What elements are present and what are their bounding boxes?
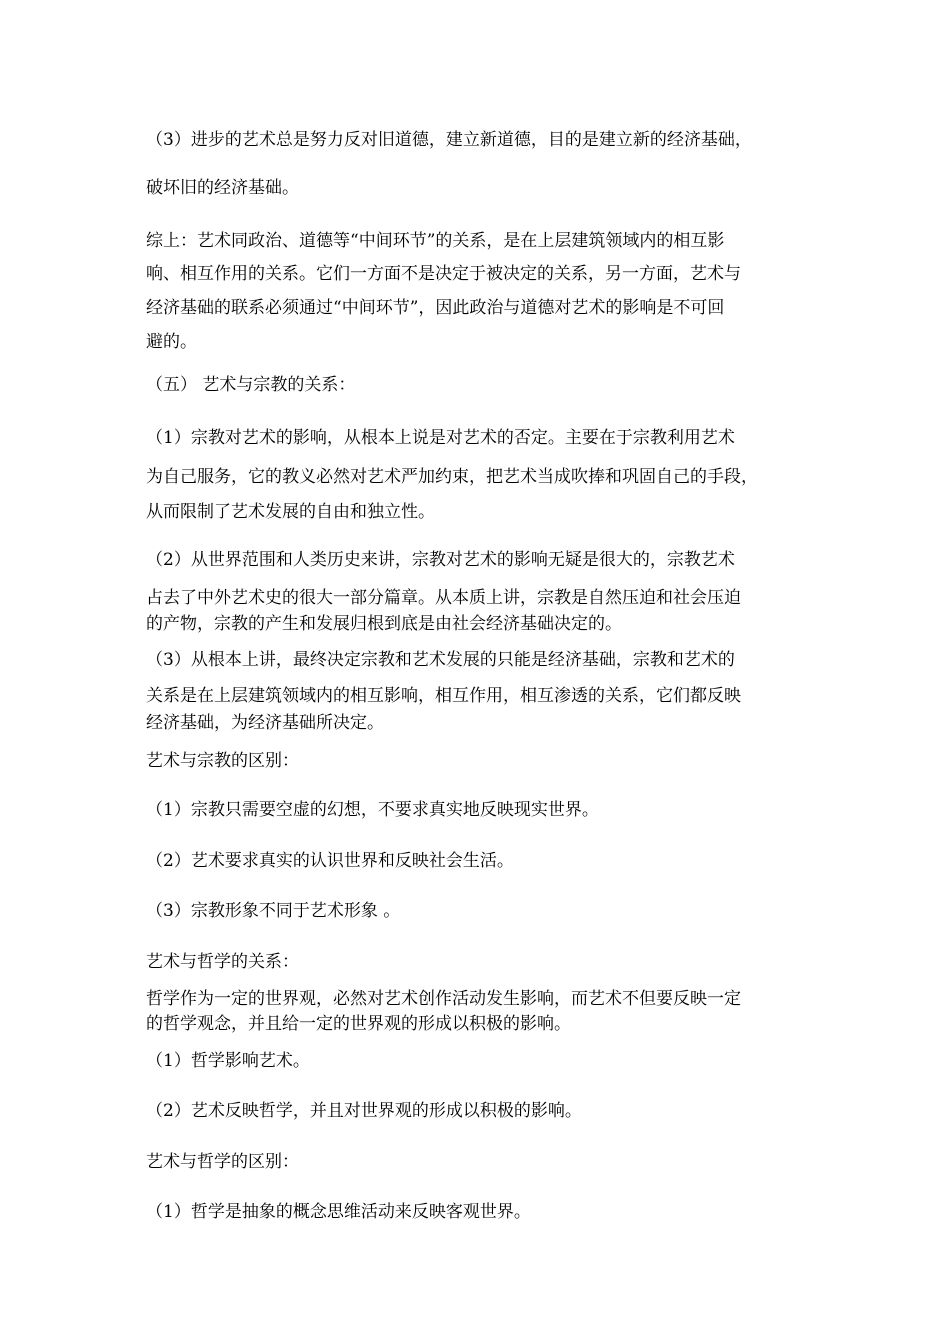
text-line: （3）从根本上讲，最终决定宗教和艺术发展的只能是经济基础，宗教和艺术的 [146, 650, 735, 670]
text-line: （3）进步的艺术总是努力反对旧道德，建立新道德，目的是建立新的经济基础， [146, 130, 752, 150]
text-line: （2）艺术要求真实的认识世界和反映社会生活。 [146, 851, 514, 871]
text-line: （1）宗教只需要空虚的幻想，不要求真实地反映现实世界。 [146, 800, 599, 820]
text-line: 避的。 [146, 332, 197, 352]
text-line: （1）哲学是抽象的概念思维活动来反映客观世界。 [146, 1202, 531, 1222]
text-line: 经济基础的联系必须通过“中间环节”，因此政治与道德对艺术的影响是不可回 [146, 298, 725, 318]
text-line: 的哲学观念，并且给一定的世界观的形成以积极的影响。 [146, 1014, 571, 1034]
text-line: （3）宗教形象不同于艺术形象 。 [146, 901, 401, 921]
text-line: （2）从世界范围和人类历史来讲，宗教对艺术的影响无疑是很大的，宗教艺术 [146, 550, 735, 570]
text-line: （1）哲学影响艺术。 [146, 1051, 310, 1071]
section-heading: （五） 艺术与宗教的关系： [146, 375, 356, 395]
text-line: 的产物，宗教的产生和发展归根到底是由社会经济基础决定的。 [146, 614, 622, 634]
text-line: 综上：艺术同政治、道德等“中间环节”的关系，是在上层建筑领域内的相互影 [146, 231, 725, 251]
text-line: 响、相互作用的关系。它们一方面不是决定于被决定的关系，另一方面，艺术与 [146, 264, 741, 284]
text-line: （1）宗教对艺术的影响，从根本上说是对艺术的否定。主要在于宗教利用艺术 [146, 428, 735, 448]
text-line: 破坏旧的经济基础。 [146, 178, 299, 198]
section-heading: 艺术与宗教的区别： [146, 751, 299, 771]
text-line: 占去了中外艺术史的很大一部分篇章。从本质上讲，宗教是自然压迫和社会压迫 [146, 588, 741, 608]
text-line: 从而限制了艺术发展的自由和独立性。 [146, 502, 435, 522]
text-line: 哲学作为一定的世界观，必然对艺术创作活动发生影响，而艺术不但要反映一定 [146, 989, 741, 1009]
text-line: 关系是在上层建筑领域内的相互影响，相互作用，相互渗透的关系，它们都反映 [146, 686, 741, 706]
text-line: 为自己服务，它的教义必然对艺术严加约束，把艺术当成吹捧和巩固自己的手段， [146, 467, 758, 487]
text-line: 经济基础，为经济基础所决定。 [146, 713, 384, 733]
section-heading: 艺术与哲学的关系： [146, 952, 299, 972]
section-heading: 艺术与哲学的区别： [146, 1152, 299, 1172]
text-line: （2）艺术反映哲学，并且对世界观的形成以积极的影响。 [146, 1101, 582, 1121]
